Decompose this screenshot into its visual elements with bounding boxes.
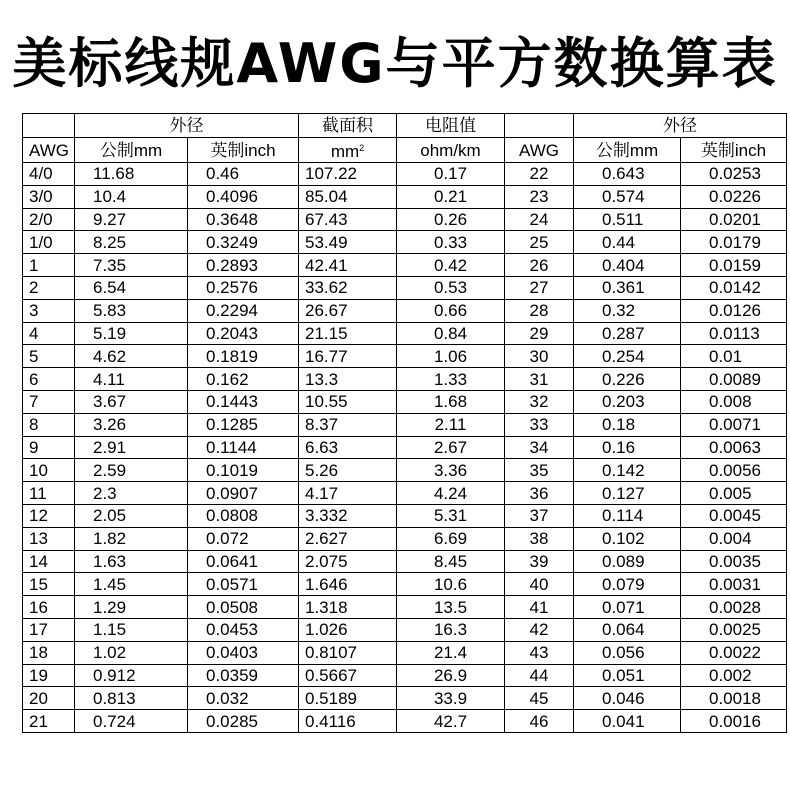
cell-awg-right: 38 xyxy=(505,527,574,550)
cell-awg-right: 28 xyxy=(505,299,574,322)
cell-awg-right: 36 xyxy=(505,482,574,505)
cell-resistance: 21.4 xyxy=(397,641,505,664)
table-row xyxy=(23,596,787,619)
table-row xyxy=(23,687,787,710)
cell-cross-section: 0.8107 xyxy=(299,641,397,664)
table-row xyxy=(23,459,787,482)
header-cross-section: 截面积 xyxy=(299,114,397,138)
cell-metric-left: 8.25 xyxy=(75,231,188,254)
cell-awg-right: 23 xyxy=(505,185,574,208)
cell-metric-right: 0.16 xyxy=(574,436,681,459)
cell-cross-section: 8.37 xyxy=(299,413,397,436)
cell-imperial-right: 0.0028 xyxy=(681,596,787,619)
cell-imperial-left: 0.072 xyxy=(188,527,299,550)
header-row-1 xyxy=(23,114,787,138)
cell-metric-left: 1.63 xyxy=(75,550,188,573)
cell-resistance: 1.68 xyxy=(397,390,505,413)
cell-metric-left: 5.19 xyxy=(75,322,188,345)
table-row xyxy=(23,618,787,641)
cell-metric-right: 0.511 xyxy=(574,208,681,231)
table-row xyxy=(23,482,787,505)
cell-metric-left: 7.35 xyxy=(75,254,188,277)
cell-awg-left: 18 xyxy=(23,641,75,664)
cell-metric-left: 10.4 xyxy=(75,185,188,208)
cell-awg-left: 17 xyxy=(23,618,75,641)
cell-metric-left: 2.05 xyxy=(75,504,188,527)
cell-awg-left: 2 xyxy=(23,276,75,299)
cell-metric-right: 0.056 xyxy=(574,641,681,664)
table-row xyxy=(23,345,787,368)
cell-awg-left: 10 xyxy=(23,459,75,482)
cell-metric-right: 0.114 xyxy=(574,504,681,527)
table-row xyxy=(23,641,787,664)
cell-resistance: 0.66 xyxy=(397,299,505,322)
cell-resistance: 6.69 xyxy=(397,527,505,550)
cell-imperial-right: 0.0089 xyxy=(681,368,787,391)
cell-awg-left: 9 xyxy=(23,436,75,459)
cell-imperial-left: 0.2294 xyxy=(188,299,299,322)
cell-cross-section: 107.22 xyxy=(299,163,397,186)
cell-imperial-right: 0.0142 xyxy=(681,276,787,299)
cell-imperial-left: 0.1443 xyxy=(188,390,299,413)
table-row xyxy=(23,299,787,322)
cell-imperial-left: 0.0359 xyxy=(188,664,299,687)
cell-resistance: 0.42 xyxy=(397,254,505,277)
cell-metric-right: 0.287 xyxy=(574,322,681,345)
cell-cross-section: 26.67 xyxy=(299,299,397,322)
header-imperial-right: 英制inch xyxy=(681,138,787,163)
cell-metric-right: 0.404 xyxy=(574,254,681,277)
table-row xyxy=(23,527,787,550)
cell-metric-right: 0.361 xyxy=(574,276,681,299)
cell-metric-right: 0.041 xyxy=(574,710,681,733)
unit-base: mm xyxy=(330,142,360,161)
unit-superscript: 2 xyxy=(359,143,365,153)
cell-cross-section: 85.04 xyxy=(299,185,397,208)
table-row xyxy=(23,254,787,277)
cell-cross-section: 42.41 xyxy=(299,254,397,277)
cell-awg-left: 21 xyxy=(23,710,75,733)
cell-resistance: 16.3 xyxy=(397,618,505,641)
cell-awg-left: 19 xyxy=(23,664,75,687)
cell-metric-left: 4.11 xyxy=(75,368,188,391)
cell-cross-section: 53.49 xyxy=(299,231,397,254)
header-awg-right: AWG xyxy=(505,138,574,163)
cell-metric-right: 0.44 xyxy=(574,231,681,254)
cell-imperial-right: 0.0031 xyxy=(681,573,787,596)
header-imperial-left: 英制inch xyxy=(188,138,299,163)
cell-awg-left: 4 xyxy=(23,322,75,345)
cell-cross-section: 0.4116 xyxy=(299,710,397,733)
cell-imperial-left: 0.2893 xyxy=(188,254,299,277)
cell-imperial-right: 0.0253 xyxy=(681,163,787,186)
table-row xyxy=(23,550,787,573)
table-row xyxy=(23,504,787,527)
header-row-2 xyxy=(23,138,787,163)
cell-metric-left: 4.62 xyxy=(75,345,188,368)
cell-resistance: 26.9 xyxy=(397,664,505,687)
cell-cross-section: 33.62 xyxy=(299,276,397,299)
cell-awg-left: 5 xyxy=(23,345,75,368)
cell-metric-right: 0.071 xyxy=(574,596,681,619)
cell-awg-right: 34 xyxy=(505,436,574,459)
cell-metric-right: 0.051 xyxy=(574,664,681,687)
cell-metric-right: 0.127 xyxy=(574,482,681,505)
cell-metric-right: 0.226 xyxy=(574,368,681,391)
cell-metric-right: 0.643 xyxy=(574,163,681,186)
cell-metric-left: 5.83 xyxy=(75,299,188,322)
cell-imperial-right: 0.0025 xyxy=(681,618,787,641)
cell-awg-right: 39 xyxy=(505,550,574,573)
cell-resistance: 0.26 xyxy=(397,208,505,231)
cell-metric-left: 0.813 xyxy=(75,687,188,710)
cell-imperial-left: 0.0508 xyxy=(188,596,299,619)
cell-imperial-right: 0.0016 xyxy=(681,710,787,733)
cell-cross-section: 0.5667 xyxy=(299,664,397,687)
cell-awg-left: 3/0 xyxy=(23,185,75,208)
cell-awg-right: 32 xyxy=(505,390,574,413)
cell-resistance: 13.5 xyxy=(397,596,505,619)
cell-imperial-left: 0.162 xyxy=(188,368,299,391)
table-row xyxy=(23,710,787,733)
cell-imperial-right: 0.0201 xyxy=(681,208,787,231)
cell-imperial-right: 0.0022 xyxy=(681,641,787,664)
header-metric-left: 公制mm xyxy=(75,138,188,163)
cell-awg-right: 46 xyxy=(505,710,574,733)
cell-metric-left: 2.59 xyxy=(75,459,188,482)
cell-metric-left: 2.3 xyxy=(75,482,188,505)
cell-awg-left: 2/0 xyxy=(23,208,75,231)
cell-awg-left: 1/0 xyxy=(23,231,75,254)
cell-imperial-right: 0.0179 xyxy=(681,231,787,254)
cell-awg-left: 4/0 xyxy=(23,163,75,186)
cell-awg-right: 25 xyxy=(505,231,574,254)
cell-imperial-left: 0.032 xyxy=(188,687,299,710)
cell-awg-right: 45 xyxy=(505,687,574,710)
cell-imperial-left: 0.0808 xyxy=(188,504,299,527)
table-row xyxy=(23,573,787,596)
cell-awg-right: 33 xyxy=(505,413,574,436)
cell-metric-left: 3.67 xyxy=(75,390,188,413)
cell-cross-section: 1.646 xyxy=(299,573,397,596)
cell-resistance: 0.84 xyxy=(397,322,505,345)
cell-imperial-right: 0.0045 xyxy=(681,504,787,527)
cell-awg-right: 22 xyxy=(505,163,574,186)
cell-metric-left: 0.724 xyxy=(75,710,188,733)
table-row xyxy=(23,368,787,391)
cell-awg-right: 24 xyxy=(505,208,574,231)
cell-awg-left: 7 xyxy=(23,390,75,413)
cell-awg-right: 42 xyxy=(505,618,574,641)
cell-imperial-left: 0.1819 xyxy=(188,345,299,368)
cell-metric-left: 2.91 xyxy=(75,436,188,459)
cell-cross-section: 16.77 xyxy=(299,345,397,368)
table-row xyxy=(23,163,787,186)
cell-cross-section: 3.332 xyxy=(299,504,397,527)
cell-imperial-left: 0.1019 xyxy=(188,459,299,482)
awg-conversion-table xyxy=(22,113,787,733)
header-resistance-unit: ohm/km xyxy=(397,138,505,163)
cell-cross-section: 67.43 xyxy=(299,208,397,231)
cell-imperial-right: 0.0226 xyxy=(681,185,787,208)
cell-metric-right: 0.102 xyxy=(574,527,681,550)
cell-imperial-left: 0.0285 xyxy=(188,710,299,733)
cell-resistance: 0.33 xyxy=(397,231,505,254)
cell-cross-section: 21.15 xyxy=(299,322,397,345)
cell-imperial-left: 0.0641 xyxy=(188,550,299,573)
cell-imperial-right: 0.008 xyxy=(681,390,787,413)
cell-awg-left: 14 xyxy=(23,550,75,573)
cell-imperial-left: 0.4096 xyxy=(188,185,299,208)
cell-cross-section: 2.075 xyxy=(299,550,397,573)
cell-metric-left: 6.54 xyxy=(75,276,188,299)
table-row xyxy=(23,436,787,459)
table-row xyxy=(23,276,787,299)
cell-metric-left: 1.15 xyxy=(75,618,188,641)
header-resistance: 电阻值 xyxy=(397,114,505,138)
table-row xyxy=(23,208,787,231)
cell-metric-left: 0.912 xyxy=(75,664,188,687)
cell-imperial-right: 0.0071 xyxy=(681,413,787,436)
cell-metric-left: 1.02 xyxy=(75,641,188,664)
cell-awg-left: 13 xyxy=(23,527,75,550)
cell-awg-left: 16 xyxy=(23,596,75,619)
cell-metric-left: 1.29 xyxy=(75,596,188,619)
cell-imperial-right: 0.0018 xyxy=(681,687,787,710)
cell-imperial-left: 0.0907 xyxy=(188,482,299,505)
cell-imperial-right: 0.005 xyxy=(681,482,787,505)
cell-imperial-right: 0.0056 xyxy=(681,459,787,482)
cell-awg-right: 30 xyxy=(505,345,574,368)
cell-resistance: 1.06 xyxy=(397,345,505,368)
cell-cross-section: 5.26 xyxy=(299,459,397,482)
cell-cross-section: 10.55 xyxy=(299,390,397,413)
table-row xyxy=(23,664,787,687)
cell-cross-section: 13.3 xyxy=(299,368,397,391)
cell-awg-right: 43 xyxy=(505,641,574,664)
cell-imperial-right: 0.01 xyxy=(681,345,787,368)
cell-imperial-right: 0.0126 xyxy=(681,299,787,322)
cell-awg-left: 6 xyxy=(23,368,75,391)
cell-imperial-right: 0.0063 xyxy=(681,436,787,459)
cell-cross-section: 1.026 xyxy=(299,618,397,641)
cell-metric-left: 1.45 xyxy=(75,573,188,596)
cell-resistance: 42.7 xyxy=(397,710,505,733)
cell-cross-section: 6.63 xyxy=(299,436,397,459)
header-awg-left: AWG xyxy=(23,138,75,163)
header-awg-left-blank xyxy=(23,114,75,138)
header-cross-section-unit xyxy=(299,138,397,163)
cell-awg-left: 8 xyxy=(23,413,75,436)
cell-awg-left: 12 xyxy=(23,504,75,527)
cell-resistance: 10.6 xyxy=(397,573,505,596)
cell-awg-left: 3 xyxy=(23,299,75,322)
cell-metric-right: 0.046 xyxy=(574,687,681,710)
cell-metric-left: 11.68 xyxy=(75,163,188,186)
cell-awg-right: 41 xyxy=(505,596,574,619)
cell-imperial-left: 0.0571 xyxy=(188,573,299,596)
cell-awg-right: 31 xyxy=(505,368,574,391)
cell-awg-right: 35 xyxy=(505,459,574,482)
cell-resistance: 0.17 xyxy=(397,163,505,186)
cell-awg-right: 40 xyxy=(505,573,574,596)
cell-metric-right: 0.203 xyxy=(574,390,681,413)
cell-resistance: 4.24 xyxy=(397,482,505,505)
cell-resistance: 8.45 xyxy=(397,550,505,573)
cell-resistance: 5.31 xyxy=(397,504,505,527)
cell-metric-left: 3.26 xyxy=(75,413,188,436)
table-row xyxy=(23,231,787,254)
cell-awg-right: 26 xyxy=(505,254,574,277)
header-metric-right: 公制mm xyxy=(574,138,681,163)
cell-resistance: 0.21 xyxy=(397,185,505,208)
cell-cross-section: 0.5189 xyxy=(299,687,397,710)
cell-resistance: 33.9 xyxy=(397,687,505,710)
cell-metric-right: 0.079 xyxy=(574,573,681,596)
cell-imperial-right: 0.0159 xyxy=(681,254,787,277)
cell-imperial-right: 0.004 xyxy=(681,527,787,550)
cell-awg-right: 44 xyxy=(505,664,574,687)
cell-resistance: 0.53 xyxy=(397,276,505,299)
cell-imperial-left: 0.0403 xyxy=(188,641,299,664)
cell-metric-right: 0.18 xyxy=(574,413,681,436)
cell-metric-right: 0.064 xyxy=(574,618,681,641)
cell-resistance: 3.36 xyxy=(397,459,505,482)
header-outer-diameter-right: 外径 xyxy=(574,114,787,138)
cell-metric-right: 0.089 xyxy=(574,550,681,573)
cell-metric-right: 0.254 xyxy=(574,345,681,368)
cell-awg-right: 29 xyxy=(505,322,574,345)
header-awg-right-blank xyxy=(505,114,574,138)
cell-resistance: 1.33 xyxy=(397,368,505,391)
cell-imperial-left: 0.1144 xyxy=(188,436,299,459)
cell-cross-section: 1.318 xyxy=(299,596,397,619)
cell-awg-right: 27 xyxy=(505,276,574,299)
cell-awg-left: 20 xyxy=(23,687,75,710)
cell-resistance: 2.67 xyxy=(397,436,505,459)
cell-awg-left: 1 xyxy=(23,254,75,277)
cell-metric-right: 0.32 xyxy=(574,299,681,322)
cell-metric-right: 0.142 xyxy=(574,459,681,482)
header-outer-diameter-left: 外径 xyxy=(75,114,299,138)
cell-imperial-left: 0.2043 xyxy=(188,322,299,345)
cell-imperial-left: 0.1285 xyxy=(188,413,299,436)
cell-awg-right: 37 xyxy=(505,504,574,527)
cell-awg-left: 11 xyxy=(23,482,75,505)
cell-resistance: 2.11 xyxy=(397,413,505,436)
cell-cross-section: 2.627 xyxy=(299,527,397,550)
cell-imperial-left: 0.46 xyxy=(188,163,299,186)
table-row xyxy=(23,390,787,413)
cell-metric-left: 9.27 xyxy=(75,208,188,231)
cell-imperial-right: 0.002 xyxy=(681,664,787,687)
cell-awg-left: 15 xyxy=(23,573,75,596)
table-row xyxy=(23,413,787,436)
cell-imperial-left: 0.3648 xyxy=(188,208,299,231)
cell-imperial-right: 0.0113 xyxy=(681,322,787,345)
cell-metric-left: 1.82 xyxy=(75,527,188,550)
cell-imperial-left: 0.0453 xyxy=(188,618,299,641)
table-row xyxy=(23,322,787,345)
table-row xyxy=(23,185,787,208)
cell-metric-right: 0.574 xyxy=(574,185,681,208)
cell-cross-section: 4.17 xyxy=(299,482,397,505)
page-title: 美标线规AWG与平方数换算表 xyxy=(12,32,778,95)
cell-imperial-right: 0.0035 xyxy=(681,550,787,573)
cell-imperial-left: 0.2576 xyxy=(188,276,299,299)
cell-imperial-left: 0.3249 xyxy=(188,231,299,254)
